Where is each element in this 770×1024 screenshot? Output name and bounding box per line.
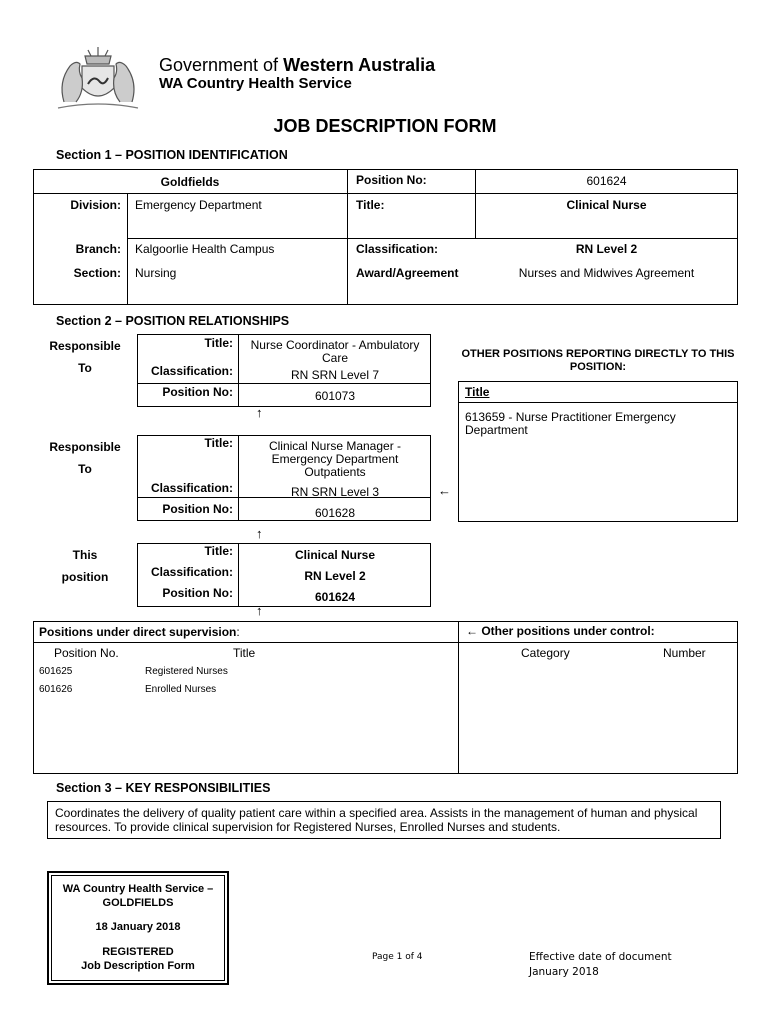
col-position-no: Position No.	[54, 646, 119, 660]
title-label: Title:	[356, 198, 385, 212]
other-control-text: Other positions under control:	[481, 624, 655, 638]
box3-title-value: Clinical Nurse	[294, 548, 376, 562]
key-responsibilities-text: Coordinates the delivery of quality patient care within a specified area. Assists in the management of human and physical resources. To provide clinical supervision for Registered Nurses, Enrolled Nurses and students.	[55, 806, 698, 834]
government-heading	[159, 55, 435, 76]
box1-position-no-value: 601073	[314, 389, 356, 403]
arrow-up-3-icon: ↑	[256, 603, 263, 618]
this-position-line2: position	[61, 570, 109, 584]
supervised-row-2-position-no: 601626	[39, 684, 73, 695]
box3-position-no-value: 601624	[314, 590, 356, 604]
direct-supervision-text: Positions under direct supervision	[39, 625, 237, 639]
other-positions-entry: 613659 - Nurse Practitioner Emergency Department	[465, 410, 676, 437]
box3-title-label: Title:	[204, 544, 233, 558]
stamp-status: REGISTERED	[102, 946, 174, 958]
supervised-row-1-position-no: 601625	[39, 666, 73, 677]
col-category: Category	[521, 646, 570, 660]
page-number: Page 1 of 4	[372, 952, 423, 962]
direct-supervision-colon: :	[236, 625, 240, 639]
branch-label: Branch:	[75, 242, 121, 256]
box2-title-label: Title:	[204, 436, 233, 450]
section3-heading: Section 3 – KEY RESPONSIBILITIES	[56, 781, 271, 795]
supervised-row-2-title: Enrolled Nurses	[145, 684, 217, 695]
box2-classification-value: RN SRN Level 3	[290, 485, 380, 499]
position-identification-table	[33, 169, 738, 305]
box1-title-label: Title:	[204, 336, 233, 350]
classification-label: Classification:	[356, 242, 439, 256]
stamp-line1: WA Country Health Service –	[62, 883, 214, 895]
this-position-line1: This	[72, 548, 98, 562]
stamp-line2: GOLDFIELDS	[102, 897, 174, 909]
box1-classification-label: Classification:	[150, 364, 233, 378]
section-value: Nursing	[135, 266, 177, 280]
government-bold: Western Australia	[283, 55, 436, 75]
arrow-up-2-icon: ↑	[256, 526, 263, 541]
section2-heading: Section 2 – POSITION RELATIONSHIPS	[56, 314, 290, 328]
effective-date-value: January 2018	[529, 966, 599, 978]
classification-value: RN Level 2	[575, 242, 638, 256]
box3-position-no-label: Position No:	[162, 586, 233, 600]
responsible-to-1-label	[42, 339, 128, 375]
position-no-value: 601624	[586, 174, 627, 188]
col-title: Title	[233, 646, 256, 660]
box3-classification-value: RN Level 2	[304, 569, 366, 583]
responsible-to-1-line1: Responsible	[49, 339, 121, 353]
stamp-form-name: Job Description Form	[81, 960, 195, 972]
col-number: Number	[663, 646, 706, 660]
form-title: JOB DESCRIPTION FORM	[273, 116, 497, 136]
other-positions-title-header: Title	[465, 385, 490, 399]
section-label: Section:	[73, 266, 121, 280]
supervised-row-1-title: Registered Nurses	[145, 666, 228, 677]
branch-value: Kalgoorlie Health Campus	[135, 242, 275, 256]
section1-heading: Section 1 – POSITION IDENTIFICATION	[56, 148, 288, 162]
effective-date-label: Effective date of document	[529, 951, 672, 963]
supervision-table	[33, 621, 738, 774]
region-name: Goldfields	[160, 175, 220, 189]
responsible-to-2-line1: Responsible	[49, 440, 121, 454]
box2-title-value: Clinical Nurse Manager - Emergency Department Outpatients	[268, 439, 402, 479]
division-value: Emergency Department	[135, 198, 262, 212]
box1-title-value: Nurse Coordinator - Ambulatory Care	[250, 338, 420, 365]
stamp-header	[51, 882, 225, 910]
other-positions-heading: OTHER POSITIONS REPORTING DIRECTLY TO THIS POSITION:	[461, 348, 735, 373]
box1-classification-value: RN SRN Level 7	[290, 368, 380, 382]
responsible-to-1-line2: To	[78, 361, 92, 375]
wa-crest-logo	[52, 42, 144, 114]
arrow-left-small-icon: ←	[466, 624, 478, 638]
arrow-left-icon: ←	[438, 483, 451, 498]
other-control-label	[466, 624, 655, 638]
government-prefix: Government of	[159, 55, 284, 75]
box2-classification-label: Classification:	[150, 481, 233, 495]
responsible-to-2-line2: To	[78, 462, 92, 476]
stamp-date: 18 January 2018	[95, 921, 181, 933]
box2-position-no-label: Position No:	[162, 502, 233, 516]
responsible-to-2-label	[42, 440, 128, 476]
position-no-label: Position No:	[356, 173, 427, 187]
award-label: Award/Agreement	[356, 266, 459, 280]
this-position-label	[42, 548, 128, 584]
box2-position-no-value: 601628	[314, 506, 356, 520]
division-label: Division:	[70, 198, 121, 212]
box1-position-no-label: Position No:	[162, 385, 233, 399]
service-name: WA Country Health Service	[159, 75, 352, 92]
title-value: Clinical Nurse	[566, 198, 647, 212]
award-value: Nurses and Midwives Agreement	[518, 266, 695, 280]
direct-supervision-label	[39, 625, 240, 639]
arrow-up-1-icon: ↑	[256, 405, 263, 420]
box3-classification-label: Classification:	[150, 565, 233, 579]
